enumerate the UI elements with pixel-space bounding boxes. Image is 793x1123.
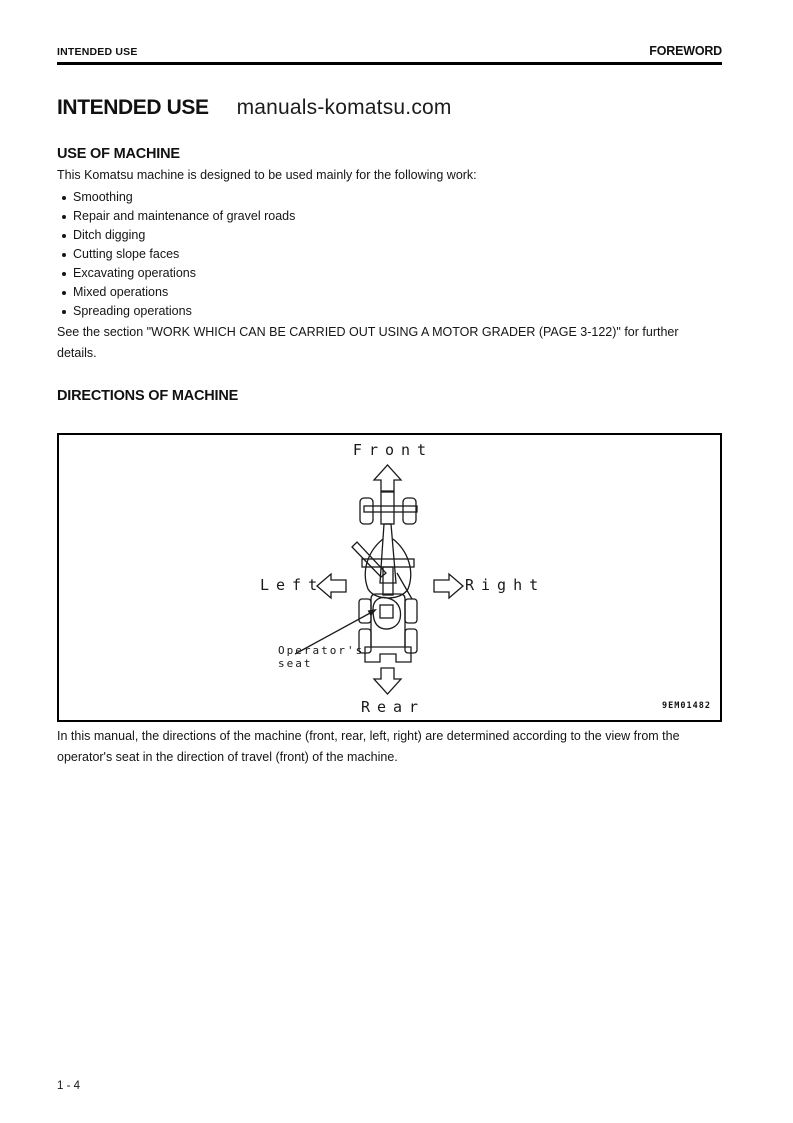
running-header-chapter: FOREWORD	[649, 44, 722, 58]
grader-front-right-wheel	[403, 498, 416, 524]
use-heading: USE OF MACHINE	[57, 146, 180, 162]
use-outro-line1: See the section "WORK WHICH CAN BE CARRIED OUT USING A MOTOR GRADER (PAGE 3-122)" for further	[57, 325, 679, 339]
motor-grader-top-view-drawing	[59, 435, 720, 720]
grader-rear-bumper	[365, 647, 411, 662]
figure-code: 9EM01482	[662, 701, 711, 711]
watermark-text: manuals-komatsu.com	[236, 96, 452, 119]
running-header	[57, 44, 722, 58]
grader-front-frame	[381, 492, 394, 524]
use-of-machine-section	[57, 146, 727, 364]
right-arrow-icon	[434, 574, 463, 598]
header-rule	[57, 62, 722, 65]
grader-rear-right-wheel-1	[405, 599, 417, 623]
figure-label-operator-seat	[278, 644, 364, 670]
page-title: INTENDED USE	[57, 96, 209, 119]
page-number: 1 - 4	[57, 1080, 81, 1092]
list-item: Cutting slope faces	[57, 245, 727, 264]
use-outro	[57, 322, 727, 364]
operator-seat-label-line1: Operator's	[278, 644, 365, 657]
use-outro-line2: details.	[57, 346, 97, 360]
figure-label-rear: Rear	[360, 698, 426, 716]
list-item: Repair and maintenance of gravel roads	[57, 207, 727, 226]
figure-caption-line2: operator's seat in the direction of travel (front) of the machine.	[57, 749, 398, 764]
list-item: Smoothing	[57, 188, 727, 207]
operator-seat-label-line2: seat	[278, 657, 313, 670]
list-item: Mixed operations	[57, 283, 727, 302]
directions-heading: DIRECTIONS OF MACHINE	[57, 388, 239, 404]
figure-label-left: Left	[260, 576, 325, 594]
operator-seat-square	[380, 605, 393, 618]
rear-arrow-icon	[374, 668, 401, 694]
seat-leader-arrowhead	[368, 609, 377, 616]
list-item: Ditch digging	[57, 226, 727, 245]
front-arrow-icon	[374, 465, 401, 491]
list-item: Spreading operations	[57, 302, 727, 321]
figure-caption-line1: In this manual, the directions of the machine (front, rear, left, right) are determined according to the view from the	[57, 729, 680, 743]
use-intro: This Komatsu machine is designed to be used mainly for the following work:	[57, 168, 477, 182]
directions-figure	[57, 433, 722, 722]
list-item: Excavating operations	[57, 264, 727, 283]
operator-seat-envelope	[373, 597, 400, 629]
figure-label-right: Right	[465, 576, 546, 594]
running-header-section: INTENDED USE	[57, 46, 138, 58]
figure-label-front: Front	[352, 441, 434, 459]
use-bullet-list	[57, 188, 727, 321]
figure-caption	[57, 726, 747, 767]
grader-front-left-wheel	[360, 498, 373, 524]
grader-front-axle	[364, 506, 417, 512]
title-row	[57, 96, 452, 120]
